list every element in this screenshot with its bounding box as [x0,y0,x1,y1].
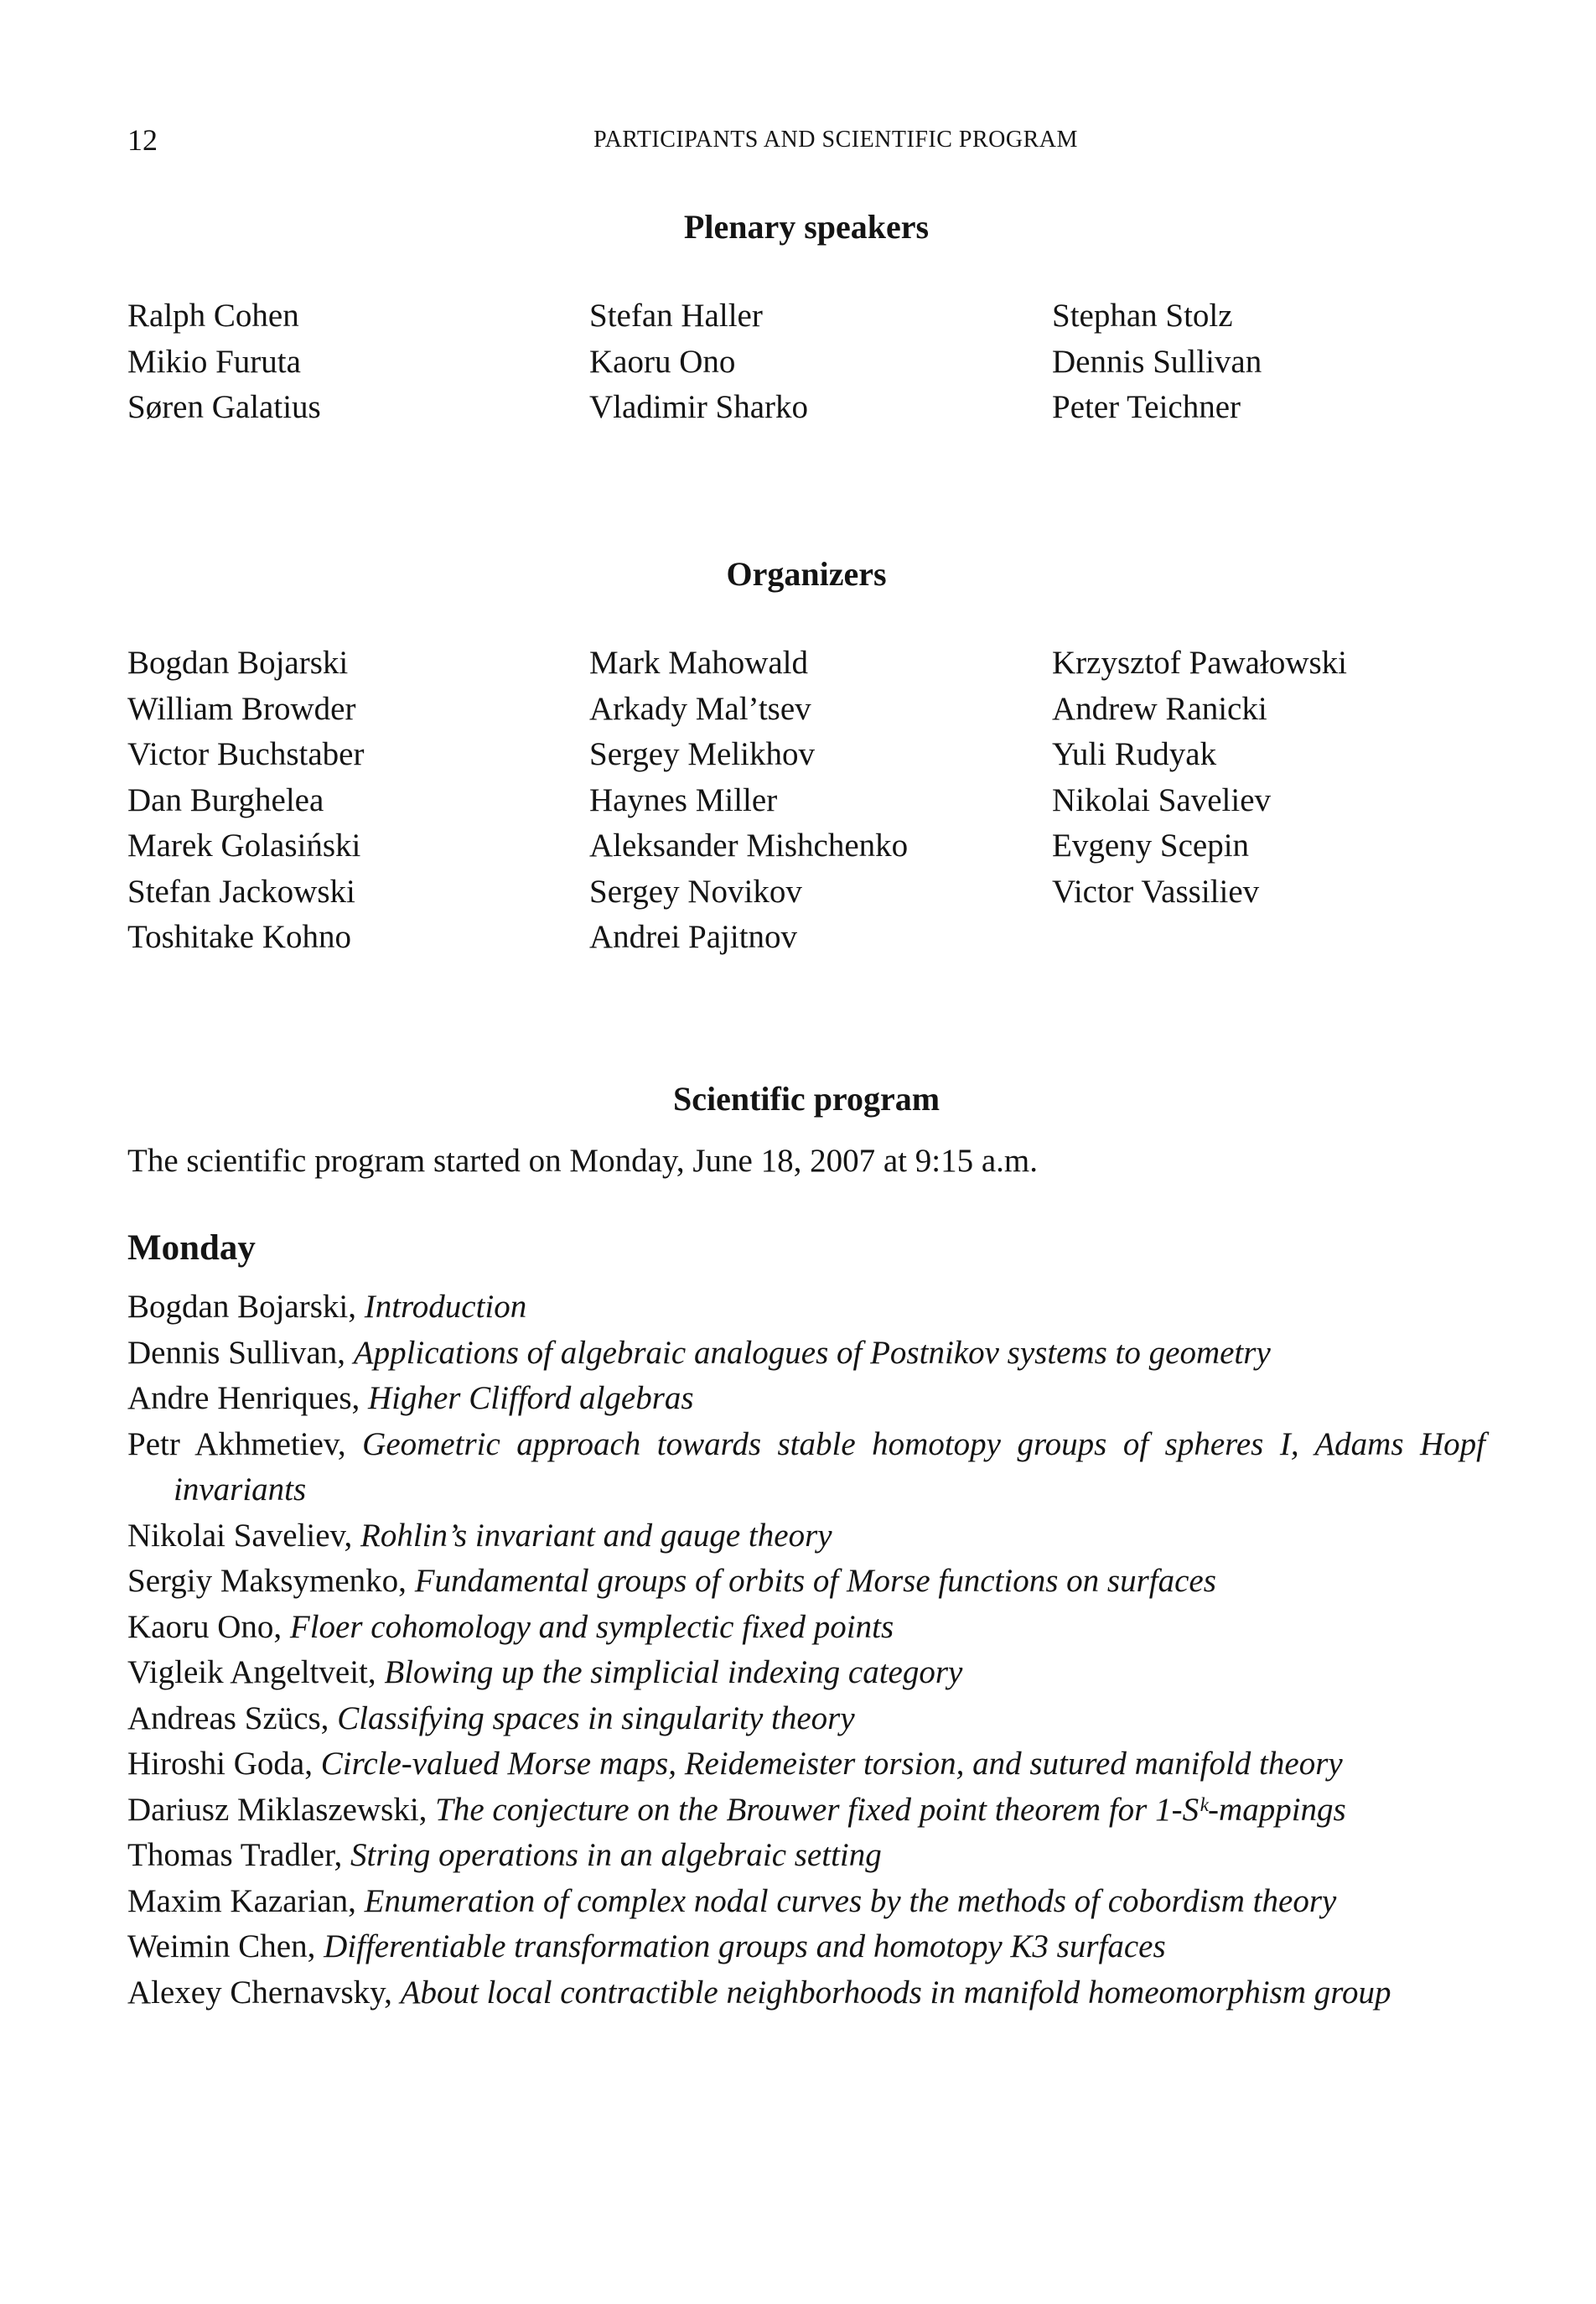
organizers-list [127,641,1485,976]
plenary-column-2 [589,293,808,431]
organizer: Dan Burghelea [127,781,324,818]
organizers-column-1 [127,641,364,961]
organizer: Andrei Pajitnov [589,919,798,955]
organizers-column-3 [1052,641,1347,915]
organizer: Yuli Rudyak [1052,736,1217,772]
plenary-speaker: Stefan Haller [589,298,763,334]
organizers-column-2 [589,641,908,961]
talk-title: Differentiable transformation groups and homotopy K3 surfaces [324,1928,1166,1964]
organizers-heading: Organizers [726,555,887,593]
talk-speaker: Maxim Kazarian, [127,1882,365,1919]
organizer: Marek Golasiński [127,828,361,864]
plenary-column-3 [1052,293,1262,431]
day-heading: Monday [127,1228,256,1268]
talk-entry [127,1376,1485,1422]
organizer: Nikolai Saveliev [1052,781,1272,818]
talk-entry [127,1833,1485,1879]
talk-speaker: Kaoru Ono, [127,1608,290,1645]
plenary-speaker: Søren Galatius [127,389,321,425]
talk-entry [127,1422,1485,1513]
organizer: Evgeny Scepin [1052,828,1250,864]
talk-entry [127,1513,1485,1559]
talk-title: Circle-valued Morse maps, Reidemeister torsion, and sutured manifold theory [320,1746,1343,1782]
talk-speaker: Alexey Chernavsky, [127,1974,401,2011]
plenary-speaker: Peter Teichner [1052,389,1241,425]
talk-entry [127,1788,1485,1834]
talk-speaker: Petr Akhmetiev, [127,1425,363,1462]
talk-entry [127,1741,1485,1788]
talk-title: About local contractible neighborhoods in manifold homeomorphism group [400,1974,1391,2011]
organizer: Bogdan Bojarski [127,645,349,681]
talk-title: Rohlin’s invariant and gauge theory [360,1517,832,1554]
talk-entry [127,1559,1485,1605]
talk-entry [127,1650,1485,1696]
talk-title: Fundamental groups of orbits of Morse functions on surfaces [414,1563,1216,1599]
organizer: Arkady Mal’tsev [589,690,811,727]
talk-title: The conjecture on the Brouwer fixed point theorem for 1-Sᵏ-mappings [435,1791,1346,1828]
plenary-speaker: Vladimir Sharko [589,389,809,425]
organizer: Toshitake Kohno [127,919,351,955]
talk-entry [127,1924,1485,1970]
talk-title: Applications of algebraic analogues of Postnikov systems to geometry [353,1334,1271,1371]
talk-speaker: Andre Henriques, [127,1380,368,1416]
talk-title: Blowing up the simplicial indexing category [384,1654,963,1690]
organizer: William Browder [127,690,356,727]
talk-entry [127,1605,1485,1651]
organizer: Sergey Novikov [589,873,802,910]
organizer: Haynes Miller [589,781,778,818]
organizer: Andrew Ranicki [1052,690,1267,727]
talk-speaker: Thomas Tradler, [127,1837,351,1873]
talk-speaker: Weimin Chen, [127,1928,324,1964]
talk-speaker: Andreas Szücs, [127,1699,338,1736]
talk-entry [127,1284,1485,1331]
talk-speaker: Sergiy Maksymenko, [127,1563,415,1599]
talk-entry [127,1879,1485,1925]
talk-speaker: Dennis Sullivan, [127,1334,354,1371]
talk-title: Introduction [364,1289,527,1325]
talk-title: String operations in an algebraic setting [350,1837,882,1873]
plenary-speaker: Mikio Furuta [127,343,301,380]
organizer: Mark Mahowald [589,645,809,681]
plenary-speaker: Kaoru Ono [589,343,736,380]
plenary-speaker: Stephan Stolz [1052,298,1233,334]
organizer: Krzysztof Pawałowski [1052,645,1348,681]
talk-entry [127,1696,1485,1742]
plenary-speakers-heading: Plenary speakers [683,208,930,246]
talk-entry [127,1970,1485,2016]
organizer: Victor Buchstaber [127,736,365,772]
organizer: Aleksander Mishchenko [589,828,909,864]
plenary-column-1 [127,293,321,431]
talk-speaker: Nikolai Saveliev, [127,1517,360,1554]
talk-speaker: Bogdan Bojarski, [127,1289,365,1325]
talk-title: Geometric approach towards stable homotopy groups of spheres I, Adams Hopf invariants [174,1425,1486,1507]
running-head [127,121,1485,159]
talk-list [127,1284,1485,2016]
page-number: 12 [127,123,158,157]
organizer: Victor Vassiliev [1052,873,1260,910]
talk-speaker: Vigleik Angeltveit, [127,1654,385,1690]
organizer: Sergey Melikhov [589,736,816,772]
talk-speaker: Hiroshi Goda, [127,1746,321,1782]
running-title: PARTICIPANTS AND SCIENTIFIC PROGRAM [593,127,1078,153]
program-intro: The scientific program started on Monday, June 18, 2007 at 9:15 a.m. [127,1143,1038,1179]
plenary-speaker: Dennis Sullivan [1052,343,1262,380]
talk-entry [127,1331,1485,1377]
organizer: Stefan Jackowski [127,873,355,910]
talk-speaker: Dariusz Miklaszewski, [127,1791,436,1828]
talk-title: Classifying spaces in singularity theory [337,1699,855,1736]
talk-title: Enumeration of complex nodal curves by the methods of cobordism theory [364,1882,1337,1919]
talk-title: Higher Clifford algebras [368,1380,694,1416]
plenary-speaker: Ralph Cohen [127,298,299,334]
talk-title: Floer cohomology and symplectic fixed points [289,1608,894,1645]
scientific-program-heading: Scientific program [672,1080,940,1118]
